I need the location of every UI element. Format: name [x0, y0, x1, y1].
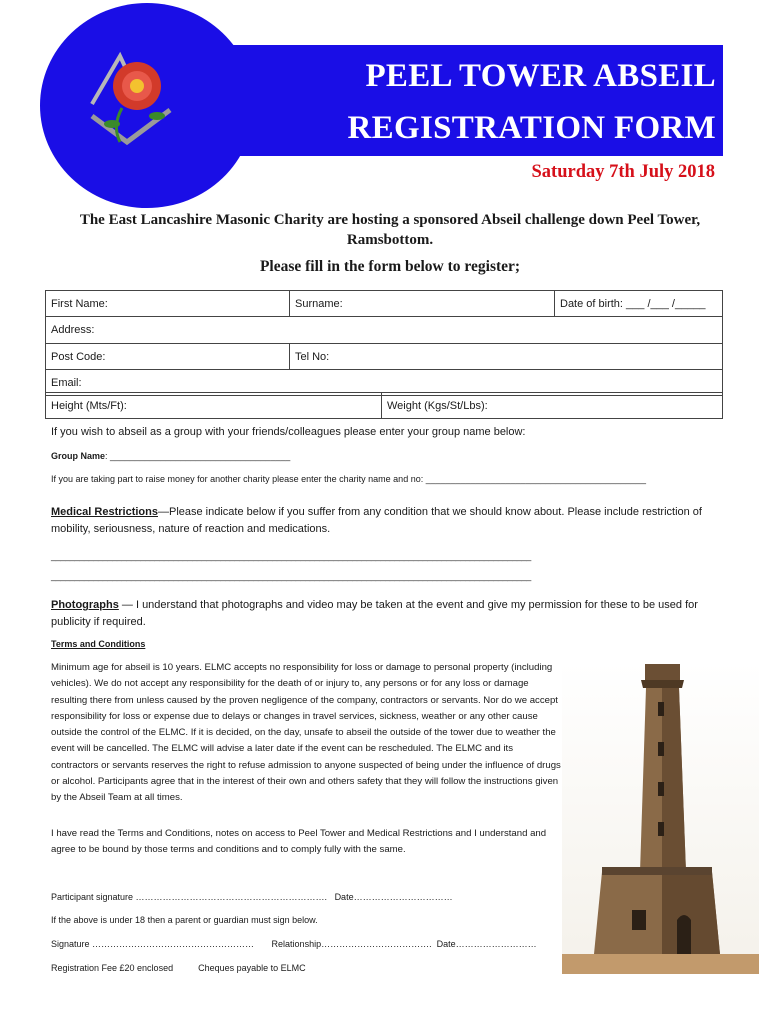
terms-agreement: I have read the Terms and Conditions, notes on access to Peel Tower and Medical Restrictions and I understand and agree to be bound by those terms and conditions and to comply fully with the same.	[51, 828, 547, 856]
group-name-label: Group Name	[51, 451, 106, 461]
under18-note: If the above is under 18 then a parent or guardian must sign below.	[51, 915, 318, 925]
registration-table	[45, 290, 723, 396]
measurements-table	[45, 392, 723, 419]
form-title-line2: REGISTRATION FORM	[347, 110, 716, 146]
height-field[interactable]: Height (Mts/Ft):	[46, 393, 382, 419]
cheques-text: Cheques payable to ELMC	[198, 963, 306, 973]
fee-text: Registration Fee £20 enclosed	[51, 963, 174, 973]
weight-field[interactable]: Weight (Kgs/St/Lbs):	[382, 393, 723, 419]
form-title-line1: PEEL TOWER ABSEIL	[365, 58, 716, 94]
terms-body: Minimum age for abseil is 10 years. ELMC accepts no responsibility for loss or damage to personal property (including vehicles). We do not accept any responsibility for the death of or injury to, any persons or for any loss or damage resulting there from unless caused by the proven negligence of the company, contractors or servants. Nor do we accept responsibility for loss or expense due to delays or changes in travel services, sickness, weather or any other cause outside the control of the ELMC. If it is decided, on the day, unsafe to abseil the outside of the tower due to weather the event will be cancelled. The ELMC will advise a later date if the event can be rescheduled. The ELMC and its contractors or servants reserves the right to refuse admission to anyone suspected of being under the influence of drugs or alcohol. Participants agree that in the interest of their own and others safety that they will follow the instructions given by the Abseil Team at all times.	[51, 662, 561, 804]
photographs-consent	[51, 597, 721, 631]
masonic-rose-emblem-icon	[82, 46, 182, 161]
tel-field[interactable]: Tel No:	[290, 344, 723, 370]
peel-tower-photo	[562, 662, 759, 974]
first-name-field[interactable]: First Name:	[46, 291, 290, 317]
relationship-field: Relationship……………………………….	[271, 939, 432, 949]
group-name-line[interactable]	[51, 448, 290, 465]
photographs-heading: Photographs	[51, 599, 119, 611]
surname-field[interactable]: Surname:	[290, 291, 555, 317]
medical-line-1[interactable]: ______________________________________________________________________________________________________	[51, 551, 531, 561]
intro-instruction: Please fill in the form below to register;	[259, 258, 521, 275]
event-date: Saturday 7th July 2018	[531, 162, 715, 182]
post-code-field[interactable]: Post Code:	[46, 344, 290, 370]
medical-restrictions	[51, 504, 721, 538]
fee-line	[51, 960, 306, 977]
email-field[interactable]: Email:	[46, 370, 723, 396]
address-field[interactable]: Address:	[46, 317, 723, 344]
group-name-blank: : ____________________________________	[105, 451, 291, 461]
dob-field[interactable]: Date of birth: ___ /___ /_____	[555, 291, 723, 317]
medical-text: —Please indicate below if you suffer from any condition that we should know about. Please include restriction of mobility, seriousness, nature of reaction and medications.	[51, 506, 702, 535]
intro-text: The East Lancashire Masonic Charity are hosting a sponsored Abseil challenge down Peel Tower, Ramsbottom.	[79, 212, 701, 248]
medical-heading: Medical Restrictions	[51, 506, 158, 518]
guardian-signature-line[interactable]: Signature ……………………………………………… Relationship………………………………. Date………………………	[51, 939, 537, 949]
participant-signature-line[interactable]: Participant signature ………………………………………………………. Date……………………………	[51, 892, 453, 902]
terms-heading: Terms and Conditions	[51, 639, 146, 649]
charity-line[interactable]: If you are taking part to raise money for another charity please enter the charity name and no: ____________________________________________	[51, 474, 646, 484]
medical-line-2[interactable]: ______________________________________________________________________________________________________	[51, 571, 531, 581]
participant-date: Date……………………………	[334, 892, 453, 902]
group-intro: If you wish to abseil as a group with your friends/colleagues please enter your group name below:	[51, 426, 526, 438]
guardian-date: Date………………………	[436, 939, 537, 949]
photographs-text: — I understand that photographs and video may be taken at the event and give my permission for these to be used for publicity if required.	[51, 599, 698, 628]
